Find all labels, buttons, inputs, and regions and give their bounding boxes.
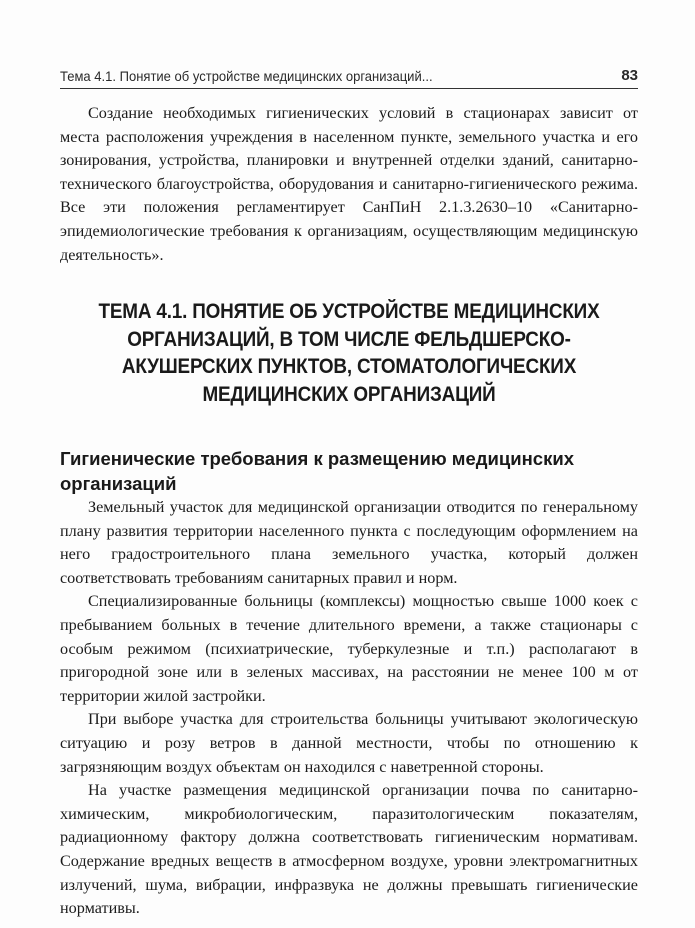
running-header	[60, 66, 638, 88]
page-number: 83	[621, 67, 638, 84]
section-body	[60, 496, 638, 921]
section-paragraph-3: При выборе участка для строительства больницы учитывают экологическую ситуацию и розу ветров в данной местности, чтобы по отношению к загрязняющим воздух объектам он находился с наветренной стороны.	[60, 710, 638, 776]
intro-paragraph: Создание необходимых гигиенических условий в стационарах зависит от места расположения учреждения в населенном пункте, земельного участка и его зонирования, устройства, планировки и внутренней отделки зданий, санитарно-технического благоустройства, оборудования и санитарно-гигиенического режима. Все эти положения регламентирует СанПиН 2.1.3.2630–10 «Санитарно-эпидемиологические требования к организациям, осуществляющим медицинскую деятельность».	[60, 104, 638, 264]
header-divider	[60, 88, 638, 89]
section-heading: Гигиенические требования к размещению медицинских организаций	[60, 448, 575, 494]
section-paragraph-2: Специализированные больницы (комплексы) мощностью свыше 1000 коек с пребыванием больных в течение длительного времени, а также стационары с особым режимом (психиатрические, туберкулезные и т.п.) располагают в пригородной зоне или в зеленых массивах, на расстоянии не менее 100 м от территории жилой застройки.	[60, 592, 638, 705]
section-paragraph-1: Земельный участок для медицинской организации отводится по генеральному плану развития территории населенного пункта с последующим оформлением на него градостроительного плана земельного участка, который должен соответствовать требованиям санитарных правил и норм.	[60, 498, 638, 587]
topic-heading: ТЕМА 4.1. ПОНЯТИЕ ОБ УСТРОЙСТВЕ МЕДИЦИНСКИХ ОРГАНИЗАЦИЙ, В ТОМ ЧИСЛЕ ФЕЛЬДШЕРСКО-АКУШЕРСКИХ ПУНКТОВ, СТОМАТОЛОГИЧЕСКИХ МЕДИЦИНСКИХ ОРГАНИЗАЦИЙ	[98, 300, 600, 406]
section-paragraph-4: На участке размещения медицинской организации почва по санитарно-химическим, микробиологическим, паразитологическим показателям, радиационному фактору должна соответствовать гигиеническим нормативам. Содержание вредных веществ в атмосферном воздухе, уровни электромагнитных излучений, шума, вибрации, инфразвука не должны превышать гигиенические нормативы.	[60, 781, 638, 918]
running-title: Тема 4.1. Понятие об устройстве медицинских организаций...	[60, 68, 433, 84]
